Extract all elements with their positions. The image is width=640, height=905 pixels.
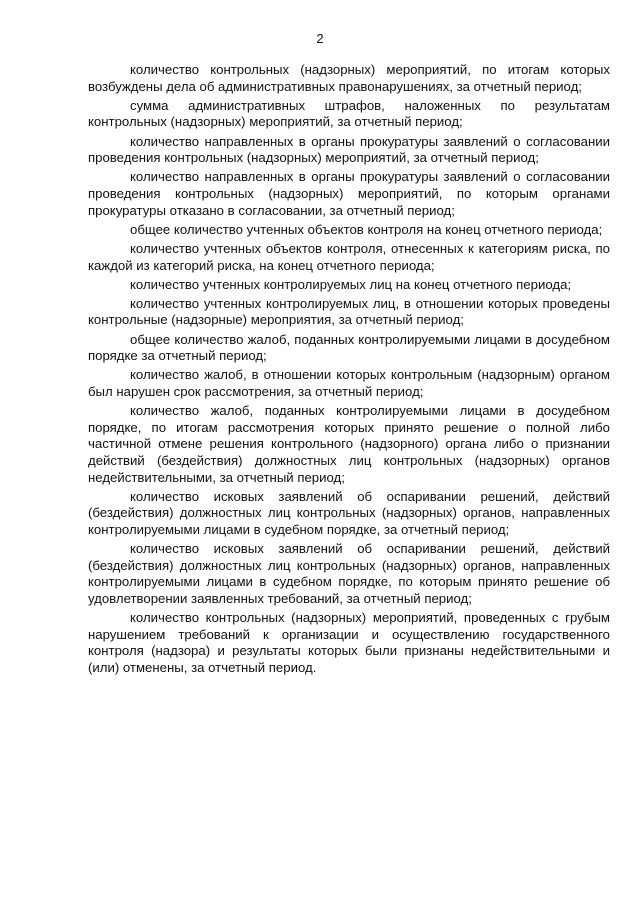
paragraph-13: количество исковых заявлений об оспаривании решений, действий (бездействия) должностных лиц контрольных (надзорных) органов, направленных контролируемыми лицами в судебном порядке, по которым принято решение об удовлетворении заявленных требований, за отчетный период;	[88, 541, 610, 606]
paragraph-3: количество направленных в органы прокуратуры заявлений о согласовании проведения контрольных (надзорных) мероприятий, за отчетный период;	[88, 133, 610, 166]
paragraph-11: количество жалоб, поданных контролируемыми лицами в досудебном порядке, по итогам рассмотрения которых принято решение о полной либо частичной отмене решения контрольного (надзорного) органа либо о признании действий (бездействия) должностных лиц контрольных (надзорных) органов недействительными, за отчетный период;	[88, 403, 610, 485]
paragraph-7: количество учтенных контролируемых лиц на конец отчетного периода;	[130, 276, 572, 292]
paragraph-8: количество учтенных контролируемых лиц, в отношении которых проведены контрольные (надзорные) мероприятия, за отчетный период;	[88, 295, 610, 328]
paragraph-1: количество контрольных (надзорных) мероприятий, по итогам которых возбуждены дела об административных правонарушениях, за отчетный период;	[88, 62, 610, 94]
paragraph-6: количество учтенных объектов контроля, отнесенных к категориям риска, по каждой из категорий риска, на конец отчетного периода;	[88, 240, 610, 273]
paragraph-2: сумма административных штрафов, наложенных по результатам контрольных (надзорных) мероприятий, за отчетный период;	[88, 97, 610, 130]
paragraph-4: количество направленных в органы прокуратуры заявлений о согласовании проведения контрольных (надзорных) мероприятий, по которым органами прокуратуры отказано в согласовании, за отчетный период;	[88, 169, 610, 218]
page-number: 2	[316, 31, 324, 46]
paragraph-10: количество жалоб, в отношении которых контрольным (надзорным) органом был нарушен срок рассмотрения, за отчетный период;	[88, 367, 610, 400]
paragraph-5: общее количество учтенных объектов контроля на конец отчетного периода;	[130, 221, 603, 237]
document-body	[88, 62, 610, 679]
paragraph-12: количество исковых заявлений об оспаривании решений, действий (бездействия) должностных лиц контрольных (надзорных) органов, направленных контролируемыми лицами в судебном порядке, за отчетный период;	[88, 488, 610, 537]
paragraph-14: количество контрольных (надзорных) мероприятий, проведенных с грубым нарушением требований к организации и осуществлению государственного контроля (надзора) и результаты которых были признаны недействительными и (или) отменены, за отчетный период.	[88, 610, 610, 675]
paragraph-9: общее количество жалоб, поданных контролируемыми лицами в досудебном порядке за отчетный период;	[88, 331, 610, 364]
